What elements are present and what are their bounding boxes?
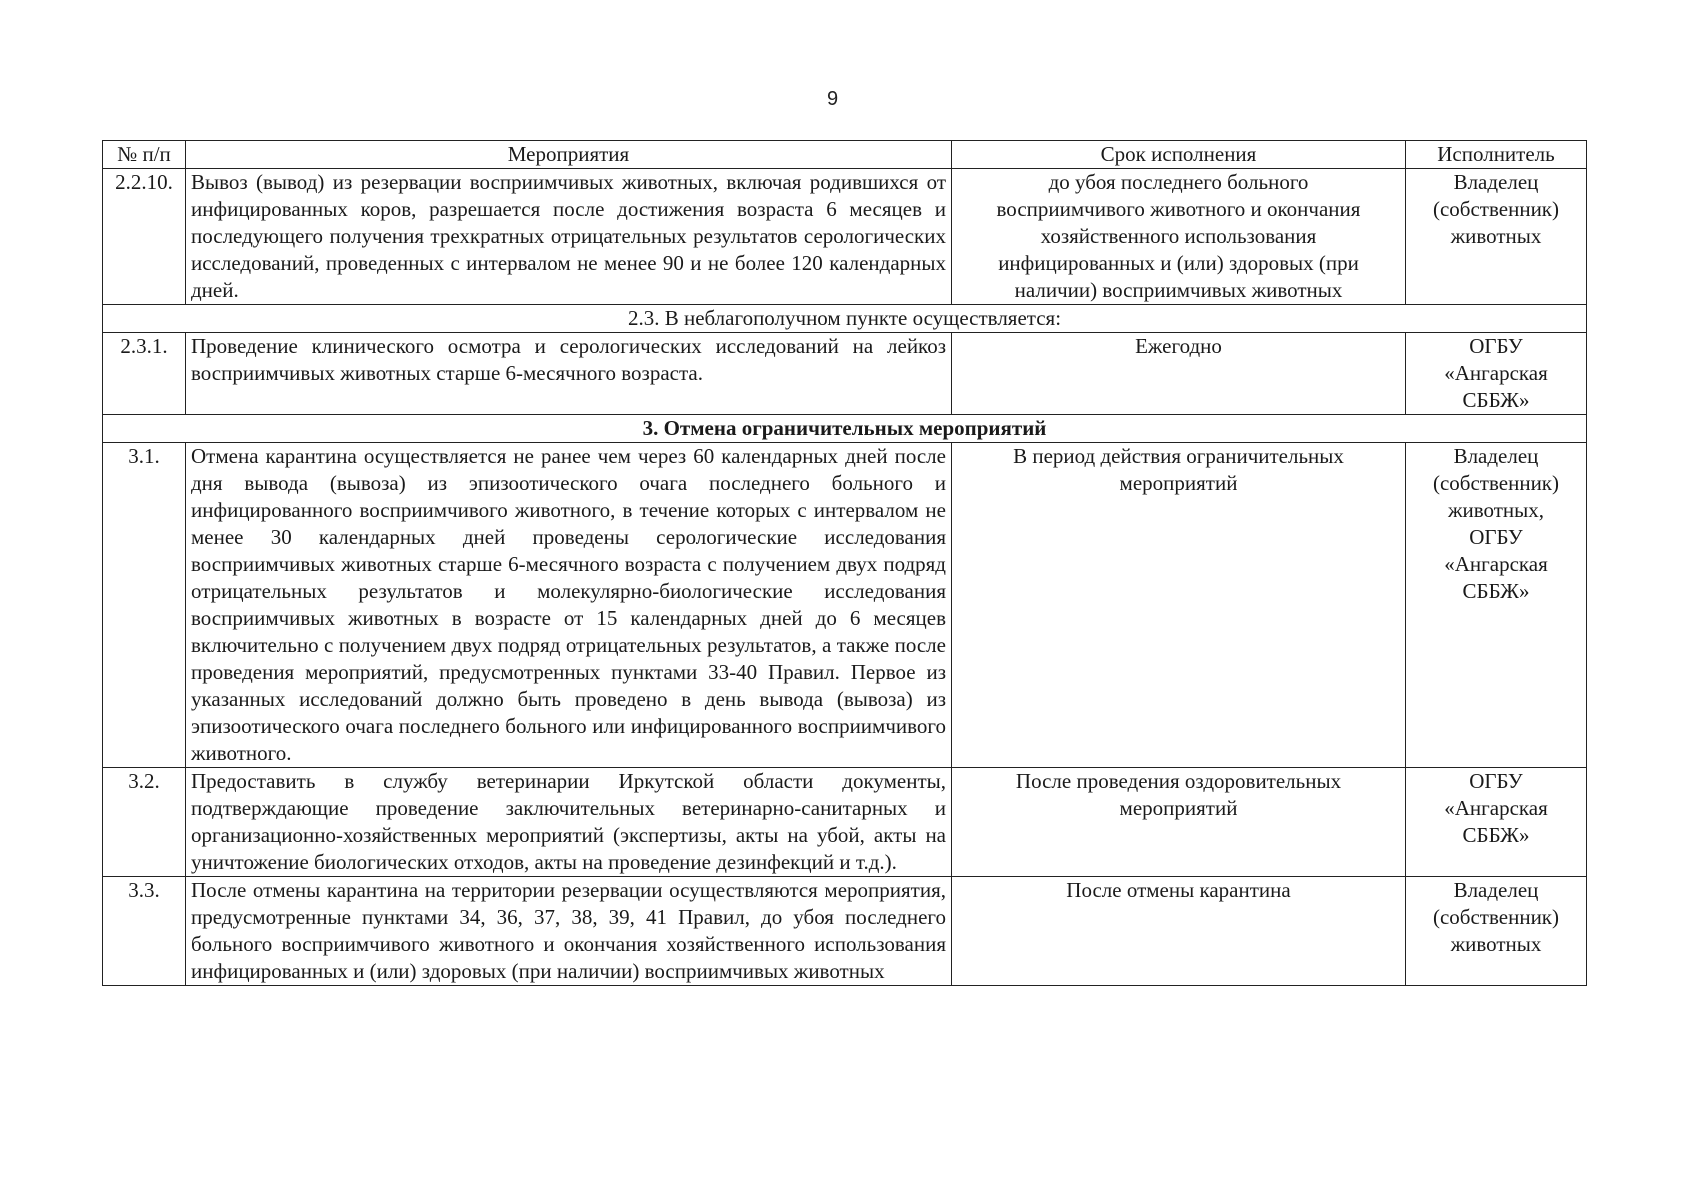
row-executor [1406, 333, 1587, 415]
executor-line: ОГБУ [1469, 334, 1523, 358]
row-executor [1406, 768, 1587, 877]
table-row [103, 877, 1587, 986]
executor-line: «Ангарская [1444, 796, 1548, 820]
row-deadline [952, 877, 1406, 986]
section-row [103, 305, 1587, 333]
executor-line: (собственник) [1432, 197, 1560, 221]
row-measure: Проведение клинического осмотра и серологических исследований на лейкоз восприимчивых животных старше 6-месячного возраста. [186, 333, 952, 415]
executor-line: Владелец [1453, 170, 1539, 194]
row-number: 3.2. [103, 768, 186, 877]
deadline-line: мероприятий [1119, 796, 1238, 820]
row-deadline [952, 443, 1406, 768]
executor-line: ОГБУ [1469, 769, 1523, 793]
row-deadline [952, 333, 1406, 415]
executor-line: Владелец [1453, 444, 1539, 468]
executor-line: (собственник) [1432, 471, 1560, 495]
deadline-line: наличии) восприимчивых животных [1014, 278, 1343, 302]
executor-line: СББЖ» [1462, 823, 1530, 847]
row-measure: Вывоз (вывод) из резервации восприимчивых животных, включая родившихся от инфицированных коров, разрешается после достижения возраста 6 месяцев и последующего получения трехкратных отрицательных результатов серологических исследований, проведенных с интервалом не менее 90 и не более 120 календарных дней. [186, 169, 952, 305]
section-row [103, 415, 1587, 443]
executor-line: животных, [1447, 498, 1545, 522]
executor-line: «Ангарская [1444, 361, 1548, 385]
measures-table [102, 140, 1587, 986]
header-measures: Мероприятия [186, 141, 952, 169]
section-heading-3: 3. Отмена ограничительных мероприятий [103, 415, 1587, 443]
deadline-line: инфицированных и (или) здоровых (при [998, 251, 1359, 275]
executor-line: ОГБУ [1469, 525, 1523, 549]
header-executor: Исполнитель [1406, 141, 1587, 169]
deadline-line: В период действия ограничительных [1013, 444, 1344, 468]
section-heading-2-3: 2.3. В неблагополучном пункте осуществляется: [103, 305, 1587, 333]
deadline-line: мероприятий [1119, 471, 1238, 495]
row-executor [1406, 877, 1587, 986]
header-number: № п/п [103, 141, 186, 169]
header-deadline: Срок исполнения [952, 141, 1406, 169]
row-measure: Предоставить в службу ветеринарии Иркутской области документы, подтверждающие проведение заключительных ветеринарно-санитарных и организационно-хозяйственных мероприятий (экспертизы, акты на убой, акты на уничтожение биологических отходов, акты на проведение дезинфекций и т.д.). [186, 768, 952, 877]
row-number: 2.3.1. [103, 333, 186, 415]
executor-line: Владелец [1453, 878, 1539, 902]
executor-line: (собственник) [1432, 905, 1560, 929]
deadline-line: После проведения оздоровительных [1015, 769, 1342, 793]
row-measure: Отмена карантина осуществляется не ранее чем через 60 календарных дней после дня вывода (вывоза) из эпизоотического очага последнего больного и инфицированного восприимчивого животного, в течение которых с интервалом не менее 30 календарных дней проведены серологические исследования восприимчивых животных старше 6-месячного возраста с получением двух подряд отрицательных результатов и молекулярно-биологические исследования восприимчивых животных в возрасте от 15 календарных дней до 6 месяцев включительно с получением двух подряд отрицательных результатов, а также после проведения мероприятий, предусмотренных пунктами 33-40 Правил. Первое из указанных исследований должно быть проведено в день вывода (вывоза) из эпизоотического очага последнего больного или инфицированного восприимчивого животного. [186, 443, 952, 768]
row-executor [1406, 169, 1587, 305]
row-measure: После отмены карантина на территории резервации осуществляются мероприятия, предусмотренные пунктами 34, 36, 37, 38, 39, 41 Правил, до убоя последнего больного восприимчивого животного и окончания хозяйственного использования инфицированных и (или) здоровых (при наличии) восприимчивых животных [186, 877, 952, 986]
row-deadline [952, 768, 1406, 877]
deadline-line: до убоя последнего больного [1048, 170, 1309, 194]
row-deadline [952, 169, 1406, 305]
deadline-line: Ежегодно [1135, 334, 1222, 358]
table-row [103, 768, 1587, 877]
executor-line: животных [1450, 224, 1542, 248]
executor-line: СББЖ» [1462, 579, 1530, 603]
row-number: 3.1. [103, 443, 186, 768]
deadline-line: хозяйственного использования [1040, 224, 1317, 248]
deadline-line: После отмены карантина [1066, 878, 1291, 902]
executor-line: «Ангарская [1444, 552, 1548, 576]
row-number: 3.3. [103, 877, 186, 986]
executor-line: животных [1450, 932, 1542, 956]
table-header-row [103, 141, 1587, 169]
executor-line: СББЖ» [1462, 388, 1530, 412]
page-number: 9 [827, 88, 839, 110]
table-row [103, 333, 1587, 415]
deadline-line: восприимчивого животного и окончания [996, 197, 1361, 221]
row-executor [1406, 443, 1587, 768]
row-number: 2.2.10. [103, 169, 186, 305]
table-row [103, 443, 1587, 768]
table-row [103, 169, 1587, 305]
